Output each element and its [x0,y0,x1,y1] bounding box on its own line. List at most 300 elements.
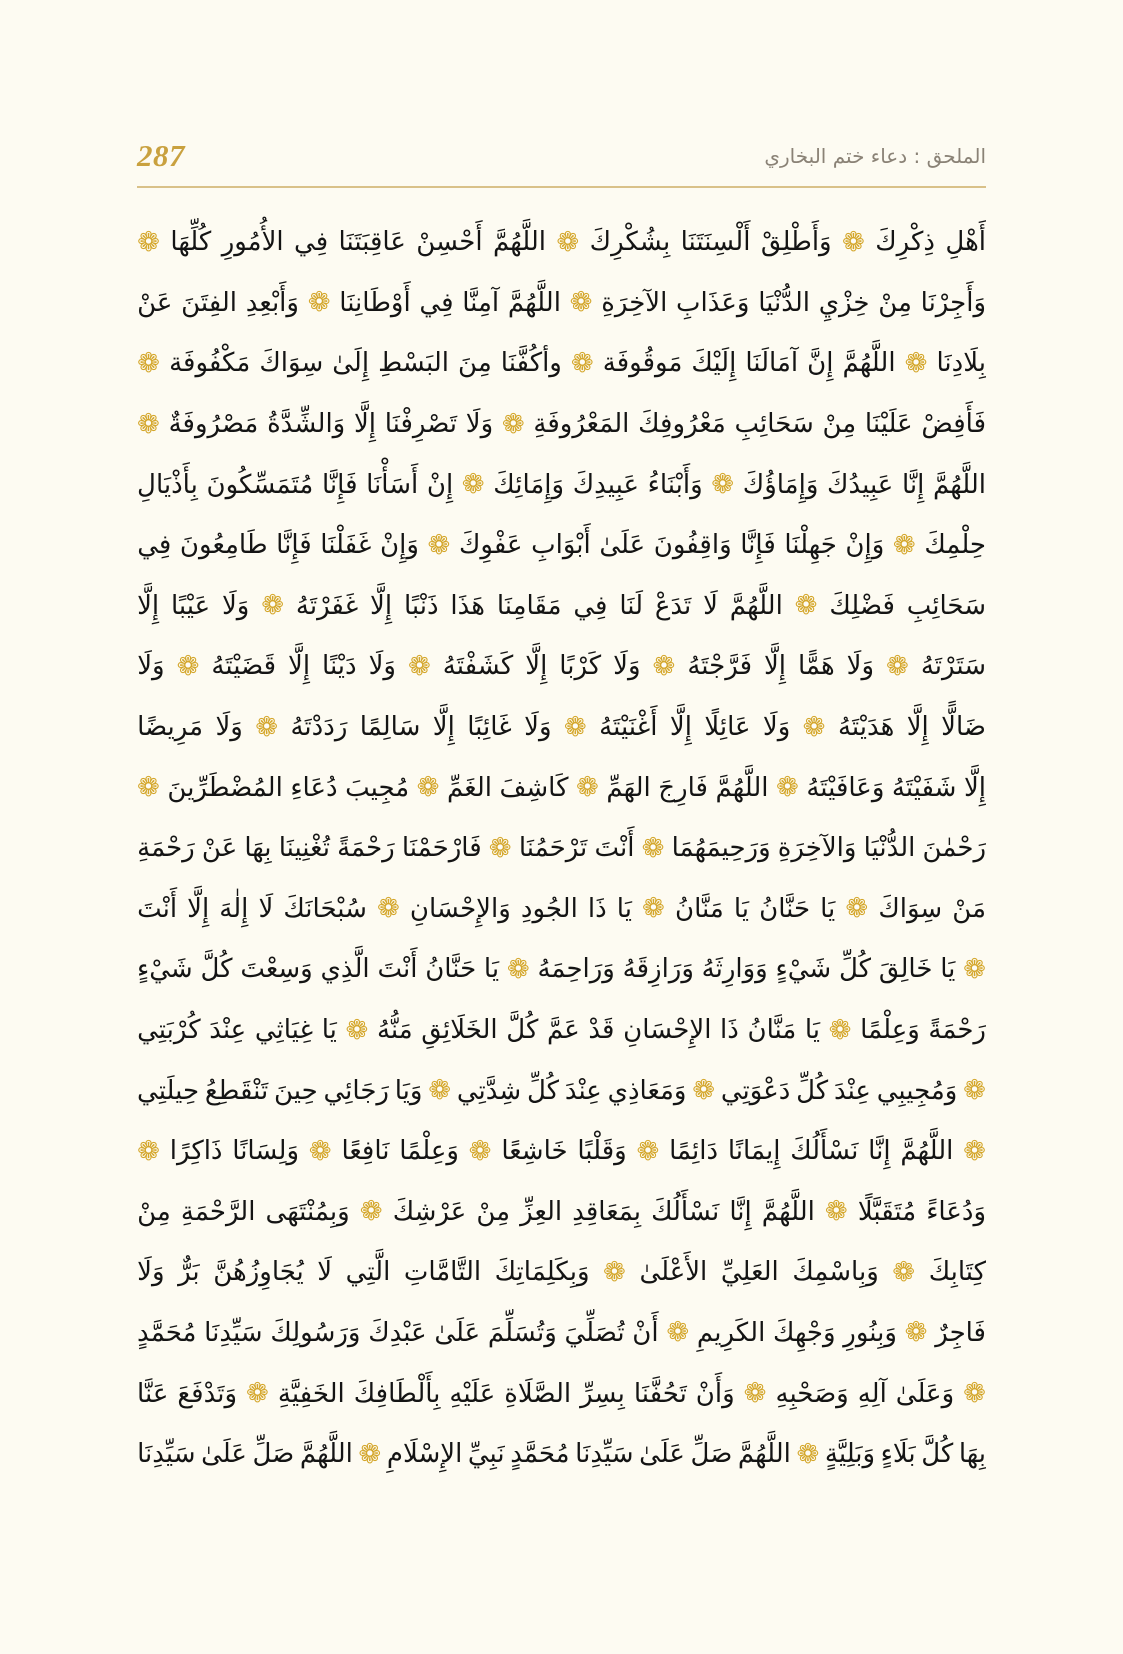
word: سِوَاكَ [878,893,943,924]
word: هَمًّا [798,651,835,682]
word: يَا [616,893,632,924]
word: بِهَا [958,1439,986,1470]
word: وَيَا [394,1075,423,1106]
word: العَلِيِّ [720,1257,779,1288]
word: الدُّنْيَا [863,833,916,864]
word: فَإِنَّا [276,530,312,561]
floral-ornament-icon: ❁ [841,226,865,258]
word: شَيْءٍ [775,954,832,985]
floral-ornament-icon: ❁ [501,408,525,440]
word: وَرَازِقَهُ [622,954,694,985]
word: عَبِيدِكَ [572,469,639,500]
word: مِنَ [458,348,492,379]
word: يَا [321,1015,337,1046]
word: الهَمِّ [606,772,651,803]
word: عَمَّ [546,1015,580,1046]
word: عَبْدِكَ [368,1317,427,1348]
word: اللَّهُمَّ [761,1196,815,1227]
word: اللَّهُمَّ [507,287,561,318]
word: دَعْوَتِي [720,1075,791,1106]
word: مِنْ [878,287,912,318]
word: وَلَا [846,651,875,682]
floral-ornament-icon: ❁ [255,711,279,743]
floral-ornament-icon: ❁ [802,711,826,743]
word: مِنْ [476,1196,511,1227]
text-line [137,697,986,758]
word: اللَّهُمَّ [492,227,546,258]
word: الآخِرَةِ [601,287,668,318]
word: كُلَّ [200,954,233,985]
word: سُبْحَانَكَ [283,893,367,924]
text-line [137,1182,986,1243]
word: وَأَبْنَاءُ [647,469,703,500]
word: تَنْقَطِعُ [204,1075,269,1106]
word: بَرٌّ [178,1257,200,1288]
word: الأَعْلَىٰ [639,1257,708,1288]
word: وَأَجِرْنَا [920,287,986,318]
word: عِنْدَ [209,1015,247,1046]
word: وَصَحْبِهِ [775,1378,849,1409]
floral-ornament-icon: ❁ [963,953,986,985]
word: الجُودِ [520,893,578,924]
word: ضَالًّا [941,712,986,743]
word: وَاقِفُونَ [653,530,732,561]
word: أَبْوَابِ [531,530,591,561]
floral-ornament-icon: ❁ [886,650,909,682]
floral-ornament-icon: ❁ [358,1438,382,1470]
floral-ornament-icon: ❁ [963,1075,986,1107]
word: وَبِكَلِمَاتِكَ [494,1257,590,1288]
word: أَوْطَانِنَا [339,287,411,318]
floral-ornament-icon: ❁ [427,529,451,561]
text-line [137,818,986,879]
floral-ornament-icon: ❁ [137,408,160,440]
word: وَوَارِثَهُ [701,954,768,985]
word: عَاقِبَتَنَا [338,227,406,258]
word: وَبِنُورِ [843,1317,897,1348]
word: رَدَدْتَهُ [290,712,348,743]
word: وَإِمَائِكَ [493,469,565,500]
word: تَصْرِفْنَا [384,409,458,440]
floral-ornament-icon: ❁ [308,1135,332,1167]
word: دَائِمًا [669,1136,719,1167]
floral-ornament-icon: ❁ [636,1135,660,1167]
word: فَرَّجْتَهُ [687,651,752,682]
floral-ornament-icon: ❁ [666,1317,690,1349]
word: غَفَلْنَا [320,530,372,561]
word: وَمَعَاذِي [607,1075,687,1106]
word: فَارِجَ [658,772,708,803]
word: إِلَّا [137,590,160,621]
floral-ornament-icon: ❁ [137,1135,160,1167]
word: شِدَّتِي [456,1075,522,1106]
header-divider [137,186,986,188]
word: وَبَلِيَّةٍ [824,1439,876,1470]
word: وأكُفَّنَا [500,348,562,379]
word: عَلَىٰ [639,1439,685,1470]
floral-ornament-icon: ❁ [904,347,928,379]
word: دَيْنًا [322,651,357,682]
word: أَهْلِ [945,227,986,258]
floral-ornament-icon: ❁ [359,1196,383,1228]
word: يَا [483,954,500,985]
word: تَحُفَّنَا [633,1378,687,1409]
word: لَنَا [619,590,644,621]
word: فَإِنَّا [321,469,358,500]
word: مَنُّهُ [376,1015,413,1046]
word: حِيلَتِي [137,1075,200,1106]
word: إِلَّا [187,893,210,924]
word: سَتَرْتَهُ [920,651,986,682]
word: وَلَا [524,712,552,743]
word: سَيِّدِنَا [575,1439,634,1470]
word: كُرْبَتِي [137,1015,201,1046]
word: فِي [419,287,454,318]
text-line [137,1363,986,1424]
floral-ornament-icon: ❁ [641,832,665,864]
word: وَلَا [762,712,791,743]
floral-ornament-icon: ❁ [261,590,285,622]
word: عَيْبًا [170,590,211,621]
word: سَيِّدِنَا [137,1439,196,1470]
word: وَبِمُنْتَهَى [265,1196,350,1227]
word: إِنَّا [868,1136,891,1167]
word: رَحْمٰنَ [922,833,986,864]
word: فِي [573,590,608,621]
word: هَذَا [450,590,485,621]
word: إِلَّا [525,651,548,682]
word: اللَّهُمَّ [932,469,986,500]
word: عَلَىٰ [599,530,646,561]
word: حِلْمِكَ [924,530,986,561]
floral-ornament-icon: ❁ [904,1317,928,1349]
word: عَنْ [137,287,173,318]
word: عَلَىٰ [201,1439,247,1470]
word: خَاشِعًا [501,1136,568,1167]
word: لَا [258,893,274,924]
word: كَشَفْتَهُ [442,651,514,682]
word: وَلَا [368,651,396,682]
word: بِمَعَاقِدِ [572,1196,642,1227]
word: بَلَاءٍ [880,1439,916,1470]
word: الَّذِي [320,954,370,985]
text-line [137,1000,986,1061]
floral-ornament-icon: ❁ [845,893,869,925]
word: بِشُكْرِكَ [589,227,671,258]
word: يُجَاوِزُهُنَّ [213,1257,304,1288]
word: وَسِعْتَ [240,954,313,985]
word: وَمُجِيبِي [876,1075,958,1106]
floral-ornament-icon: ❁ [407,650,431,682]
word: يَا [820,893,836,924]
word: فِي [294,227,329,258]
word: نَسْأَلُكَ [790,1136,859,1167]
word: وَالآخِرَةِ [777,833,857,864]
word: أَنْتَ [377,954,418,985]
word: يَا [733,893,750,924]
word: آمِنَّا [462,287,500,318]
word: كُلِّ [796,1075,829,1106]
word: آلِهِ [857,1378,887,1409]
word: وَعِلْمًا [860,1015,920,1046]
word: رَحْمَةً [337,833,395,864]
word: وَلِسَانًا [232,1136,300,1167]
floral-ornament-icon: ❁ [246,1378,269,1410]
word: وَجْهِكَ [773,1317,836,1348]
text-line [137,1121,986,1182]
word: سَالِمًا [359,712,421,743]
floral-ornament-icon: ❁ [711,469,735,501]
word: ذَنْبًا [403,590,439,621]
word: الأُمُورِ [221,227,284,258]
word: وَعَذَابِ [676,287,750,318]
text-line [137,454,986,515]
word: الخَلَائِقِ [421,1015,498,1046]
word: مِنْ [822,409,857,440]
floral-ornament-icon: ❁ [652,650,676,682]
word: أَنْ [632,1317,659,1348]
word: إِلَّا [669,712,692,743]
word: خِزْيِ [818,287,870,318]
word: إِلَّا [287,651,311,682]
floral-ornament-icon: ❁ [506,953,530,985]
word: كِتَابِكَ [928,1257,986,1288]
word: غَائِبًا [467,712,512,743]
word: المُضْطَرِّينَ [167,772,283,803]
word: تُصَلِّيَ [564,1317,625,1348]
word: إِلَّا [906,712,929,743]
word: نَبِيِّ [467,1439,505,1470]
word: وَلَا [221,590,250,621]
floral-ornament-icon: ❁ [796,1438,820,1470]
floral-ornament-icon: ❁ [556,226,580,258]
word: اللَّهُمَّ [737,1439,791,1470]
word: خَالِقَ [878,954,933,985]
text-line [137,394,986,455]
word: كُلِّ [838,954,872,985]
floral-ornament-icon: ❁ [892,1256,916,1288]
word: الدُّنْيَا [758,287,810,318]
word: وَتَدْفَعَ [177,1378,238,1409]
word: وَتُسَلِّمَ [487,1317,557,1348]
word: فِي [137,530,172,561]
word: إِلَّا [963,772,986,803]
word: إِلٰهَ [219,893,249,924]
floral-ornament-icon: ❁ [176,650,200,682]
word: غَفَرْتَهُ [295,590,359,621]
word: اللَّهُمَّ [299,1439,353,1470]
word: وَالشِّدَّةُ [267,409,346,440]
word: بِهَا [244,833,272,864]
word: مَنَّانُ [747,1015,797,1046]
floral-ornament-icon: ❁ [603,1256,626,1288]
word: التَّامَّاتِ [403,1257,482,1288]
word: فَإِنَّا [740,530,776,561]
word: قَدْ [588,1015,615,1046]
word: عِنْدَ [833,1075,871,1106]
word: ذَا [720,1015,739,1046]
word: أَلْسِنَتَنَا [680,227,751,258]
word: اللَّهُمَّ [715,772,769,803]
word: عَنْ [201,833,238,864]
word: رَحْمَةِ [137,833,195,864]
word: وَقَلْبًا [577,1136,627,1167]
word: لَا [703,590,718,621]
word: وَرَسُولِكَ [270,1317,361,1348]
word: عَرْشِكَ [392,1196,467,1227]
word: ذَاكِرًا [169,1136,223,1167]
text-line [137,212,986,273]
floral-ornament-icon: ❁ [824,1196,848,1228]
word: الكَرِيمِ [696,1317,766,1348]
word: إِلَّا [763,651,787,682]
word: الفِتَنَ [181,287,238,318]
word: وَلَا [613,651,641,682]
text-line [137,576,986,637]
word: مَوقُوفَة [602,348,683,379]
word: عِنْدَ [564,1075,602,1106]
word: وَإِمَاؤُكَ [742,469,819,500]
word: مُجِيبَ [345,772,410,803]
word: رَجَائِي [323,1075,389,1106]
floral-ornament-icon: ❁ [461,469,485,501]
text-line [137,757,986,818]
word: مَكْفُوفَة [169,348,251,379]
word: إِنَّ [807,348,834,379]
word: اللَّهُمَّ [842,348,896,379]
floral-ornament-icon: ❁ [570,347,594,379]
floral-ornament-icon: ❁ [692,1075,716,1107]
word: مُتَقَبَّلًا [857,1196,917,1227]
word: إِلَيْكَ [691,348,737,379]
text-line [137,333,986,394]
word: أَنْتَ [594,833,635,864]
word: وَلَا [137,651,165,682]
word: إِلَّا [432,712,455,743]
word: وَلَا [137,1257,165,1288]
word: كُلَّ [921,1439,954,1470]
word: فَأَفِضْ [921,409,986,440]
word: الرَّحْمَةِ [180,1196,256,1227]
word: تُغْنِينَا [278,833,330,864]
word: حَنَّانُ [759,893,811,924]
word: الغَمِّ [447,772,492,803]
word: إِيمَانًا [727,1136,781,1167]
word: حَنَّانُ [425,954,477,985]
word: مَصْرُوفَةٌ [168,409,259,440]
word: وَبِاسْمِكَ [792,1257,879,1288]
text-line [137,1242,986,1303]
floral-ornament-icon: ❁ [563,711,587,743]
word: وَإِنْ [845,530,885,561]
word: اللَّهُمَّ [900,1136,954,1167]
word: شَفَيْتَهُ [891,772,957,803]
word: إِلَّا [353,409,376,440]
word: يَا [940,954,956,985]
page-number: 287 [137,138,185,173]
word: وَالإِحْسَانِ [409,893,511,924]
word: سِوَاكَ [259,348,324,379]
text-line [137,879,986,940]
word: أَحْسِنْ [416,227,483,258]
word: آمَالَنَا [745,348,799,379]
word: أَنْتَ [137,893,178,924]
word: يَا [804,1015,821,1046]
word: اللَّهُمَّ [729,590,783,621]
body-text [137,212,986,1484]
word: عَبِيدُكَ [827,469,894,500]
floral-ornament-icon: ❁ [468,1135,492,1167]
word: كَرْبًا [559,651,602,682]
word: عَائِلًا [704,712,751,743]
word: وَدُعَاءً [926,1196,986,1227]
floral-ornament-icon: ❁ [569,287,593,319]
word: تَدَعْ [654,590,692,621]
word: تَرْحَمُنَا [518,833,588,864]
word: كُلَّ [506,1015,539,1046]
floral-ornament-icon: ❁ [794,590,818,622]
text-line [137,1303,986,1364]
word: سَحَائِبِ [906,590,986,621]
word: عَلَيْنَا [864,409,913,440]
word: ذِكْرِكَ [875,227,935,258]
floral-ornament-icon: ❁ [137,226,160,258]
floral-ornament-icon: ❁ [376,893,400,925]
word: عَنَّا [137,1378,169,1409]
floral-ornament-icon: ❁ [137,772,160,804]
word: وَإِنْ [380,530,419,561]
word: نَسْأَلُكَ [651,1196,720,1227]
word: دُعَاءِ [290,772,338,803]
word: الإِحْسَانِ [623,1015,712,1046]
word: إِنْ [426,469,454,500]
floral-ornament-icon: ❁ [743,1378,767,1410]
word: بِأَذْيَالِ [137,469,198,500]
text-line [137,1060,986,1121]
word: رَحْمَةً [928,1015,986,1046]
word: قَضَيْتَهُ [211,651,277,682]
floral-ornament-icon: ❁ [416,772,440,804]
floral-ornament-icon: ❁ [345,1014,369,1046]
floral-ornament-icon: ❁ [428,1075,452,1107]
word: مَقَامِنَا [496,590,562,621]
word: كَاشِفَ [499,772,569,803]
text-line [137,273,986,334]
word: فَضْلِكَ [829,590,895,621]
floral-ornament-icon: ❁ [575,772,599,804]
word: مُحَمَّدٍ [510,1439,570,1470]
floral-ornament-icon: ❁ [137,347,161,379]
word: وَأَنْ [695,1378,735,1409]
word: غِيَاثِي [254,1015,314,1046]
word: مِنْ [137,1196,171,1227]
word: بِسِرِّ [580,1378,625,1409]
word: عَلَىٰ [434,1317,481,1348]
word: المَعْرُوفَةِ [533,409,630,440]
word: إِلَىٰ [332,348,370,379]
word: هَدَيْتَهُ [837,712,895,743]
word: فَارْحَمْنَا [401,833,482,864]
word: حِينَ [274,1075,318,1106]
text-line [137,636,986,697]
word: الَّتِي [345,1257,391,1288]
word: مَنْ [952,893,986,924]
floral-ornament-icon: ❁ [828,1014,852,1046]
word: شَيْءٍ [137,954,193,985]
word: مَعْرُوفِكَ [638,409,726,440]
text-line [137,1424,986,1485]
word: وَلَا [465,409,494,440]
